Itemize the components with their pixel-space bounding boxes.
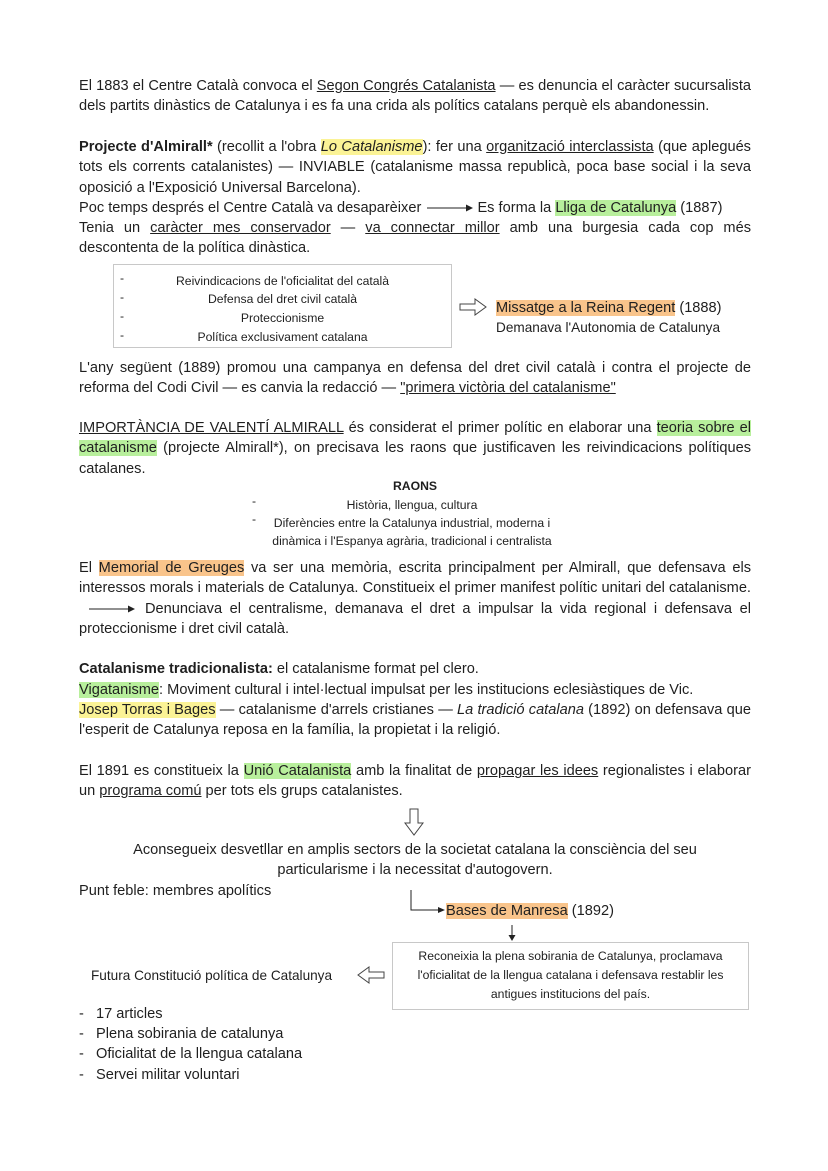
reivindicacions-box: - Reivindicacions de l'oficialitat del català - Defensa del dret civil català - Proteccionisme - Política exclusivament catalana bbox=[113, 264, 452, 348]
paragraph-unio-catalanista: El 1891 es constitueix la Unió Catalanista amb la finalitat de propagar les idees regionalistes i elaborar un programa comú per tots els grups catalanistes. bbox=[79, 763, 751, 800]
paragraph-segon-congres: El 1883 el Centre Català convoca el Segon Congrés Catalanista — es denuncia el caràcter sucursalista dels partits dinàstics de Catalunya i es fa una crida als polítics catalans perquè els abandonessin. bbox=[79, 78, 752, 115]
bases-description-box: Reconeixia la plena sobirania de Catalunya, proclamava l'oficialitat de la llengua catalana i defensava restablir les antigues institucions del país. bbox=[392, 942, 749, 1010]
list-item: - Plena sobirania de catalunya bbox=[79, 1026, 284, 1043]
consciencia-line-2: particularisme i la necessitat d'autogovern. bbox=[277, 862, 553, 878]
futura-constitucio: Futura Constitució política de Catalunya bbox=[91, 968, 333, 983]
list-item: - 17 articles bbox=[79, 1006, 163, 1022]
torras-bages-highlight: Josep Torras i Bages bbox=[79, 702, 216, 718]
paragraph-dret-civil: L'any següent (1889) promou una campanya en defensa del dret civil català i contra el projecte de reforma del Codi Civil — es canvia la redacció — "primera victòria del catalanisme" bbox=[79, 360, 751, 397]
missatge-highlight: Missatge a la Reina Regent bbox=[496, 300, 676, 316]
paragraph-torras-bages: Josep Torras i Bages — catalanisme d'arrels cristianes — La tradició catalana (1892) on defensava que l'esperit de Catalunya reposa en la família, la propietat i la religió. bbox=[79, 702, 751, 739]
missatge-reina: Missatge a la Reina Regent (1888) bbox=[496, 300, 722, 316]
bases-manresa: Bases de Manresa (1892) bbox=[446, 903, 614, 919]
memorial-greuges-highlight: Memorial de Greuges bbox=[98, 560, 245, 576]
hollow-down-arrow-icon bbox=[404, 808, 424, 836]
down-arrow-icon bbox=[507, 925, 517, 941]
vigatanisme-highlight: Vigatanisme bbox=[79, 682, 160, 698]
consciencia-line-1: Aconsegueix desvetllar en amplis sectors de la societat catalana la consciència del seu bbox=[133, 842, 697, 858]
paragraph-projecte-almirall: Projecte d'Almirall* (recollit a l'obra Lo Catalanisme): fer una organització interclassista (que aplegués tots els corrents catalanistes) — INVIABLE (catalanisme massa republicà, poca base social i la seva oposició a l'Exposició Universal Barcelona). bbox=[79, 139, 751, 196]
segon-congres-link: Segon Congrés Catalanista bbox=[316, 78, 496, 94]
list-item: - Servei militar voluntari bbox=[79, 1066, 240, 1083]
articles-list bbox=[79, 1004, 302, 1085]
raons-title: RAONS bbox=[392, 479, 437, 493]
right-arrow-icon bbox=[87, 604, 137, 614]
hollow-left-arrow-icon bbox=[357, 966, 385, 984]
lliga-catalunya-highlight: Lliga de Catalunya bbox=[555, 200, 677, 216]
raons-item-2b: dinàmica i l'Espanya agrària, tradicional i centralista bbox=[272, 534, 552, 548]
bases-manresa-highlight: Bases de Manresa bbox=[446, 903, 568, 919]
teoria-catalanisme-highlight: teoria sobre el catalanisme bbox=[79, 420, 752, 457]
paragraph-caracter-conservador: Tenia un caràcter mes conservador — va connectar millor amb una burgesia cada cop més descontenta de la política dinàstica. bbox=[79, 220, 751, 257]
paragraph-importancia-almirall: IMPORTÀNCIA DE VALENTÍ ALMIRALL és considerat el primer polític en elaborar una teoria sobre el catalanisme (projecte Almirall*), on precisava les raons que justificaven les reivindicacions polítiques catalanes. bbox=[79, 420, 752, 477]
list-item: - Oficialitat de la llengua catalana bbox=[79, 1046, 303, 1063]
paragraph-centre-catala: Poc temps després el Centre Català va desaparèixer Es forma la Lliga de Catalunya (1887) bbox=[79, 200, 723, 216]
elbow-arrow-icon bbox=[409, 889, 445, 913]
missatge-sub: Demanava l'Autonomia de Catalunya bbox=[496, 320, 721, 335]
right-arrow-icon bbox=[425, 203, 473, 213]
paragraph-memorial-greuges: El Memorial de Greuges va ser una memòria, escrita principalment per Almirall, que defensava els interessos morals i materials de Catalunya. Constitueix el primer manifest polític unitari del catalanisme. Denunciava el centralisme, demanava el dret a impulsar la vida regional i defensava el proteccionisme i dret civil català. bbox=[79, 560, 751, 637]
lo-catalanisme-highlight: Lo Catalanisme bbox=[320, 139, 423, 155]
hollow-right-arrow-icon bbox=[459, 298, 487, 316]
raons-item-2a: Diferències entre la Catalunya industrial, moderna i bbox=[273, 516, 551, 530]
catalanisme-tradicionalista: Catalanisme tradicionalista: el catalanisme format pel clero. bbox=[79, 661, 479, 677]
vigatanisme: Vigatanisme: Moviment cultural i intel·lectual impulsat per les institucions eclesiàstiques de Vic. bbox=[79, 682, 694, 698]
raons-item-1: Història, llengua, cultura bbox=[346, 498, 478, 512]
punt-feble: Punt feble: membres apolítics bbox=[79, 883, 272, 899]
unio-catalanista-highlight: Unió Catalanista bbox=[243, 763, 352, 779]
